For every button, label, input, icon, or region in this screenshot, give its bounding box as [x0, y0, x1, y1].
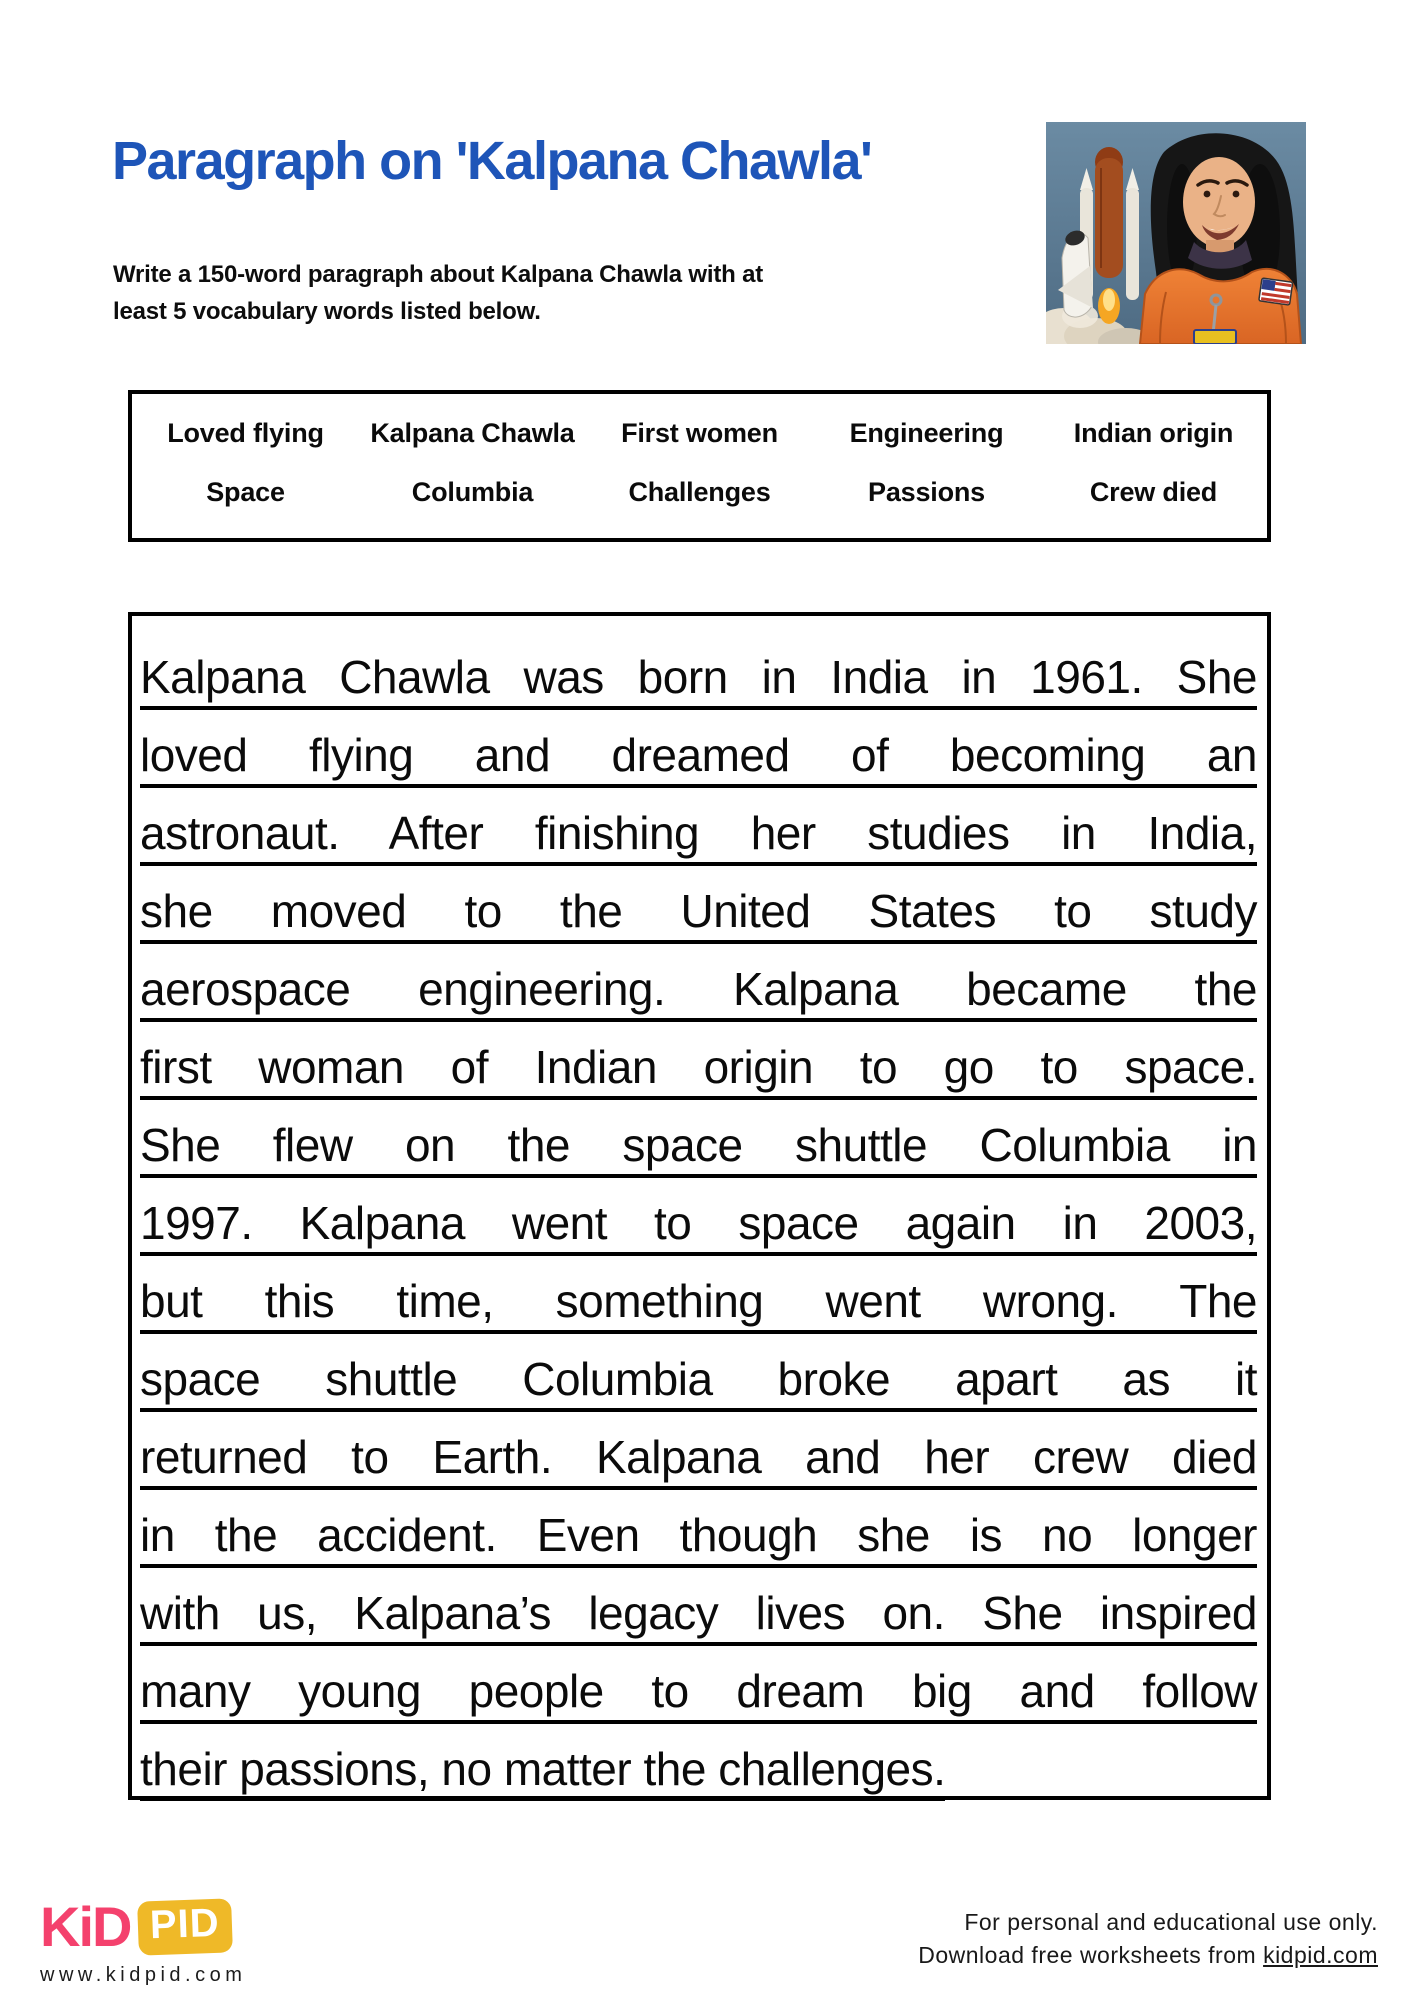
vocab-word: First women	[621, 418, 778, 448]
vocab-word: Columbia	[411, 477, 534, 507]
kidpid-logo	[40, 1894, 246, 1987]
kalpana-portrait	[1140, 133, 1301, 344]
vocab-word: Loved flying	[167, 418, 324, 448]
vocab-word: Indian origin	[1073, 418, 1234, 448]
instructions	[113, 256, 763, 330]
kidpid-link[interactable]: kidpid.com	[1263, 1942, 1378, 1968]
paragraph-line: She flew on the space shuttle Columbia in	[140, 1100, 1257, 1178]
paragraph-line: astronaut. After finishing her studies in India,	[140, 788, 1257, 866]
paragraph-line-text: their passions, no matter the challenges.	[140, 1743, 945, 1801]
astronaut-portrait-graphic	[1046, 122, 1306, 344]
vocab-word: Challenges	[628, 477, 771, 507]
usage-notice-line-1: For personal and educational use only.	[964, 1909, 1378, 1935]
paragraph-line: with us, Kalpana’s legacy lives on. She inspired	[140, 1568, 1257, 1646]
paragraph-line: space shuttle Columbia broke apart as it	[140, 1334, 1257, 1412]
paragraph-line: in the accident. Even though she is no longer	[140, 1490, 1257, 1568]
instructions-line-1: Write a 150-word paragraph about Kalpana Chawla with at	[113, 261, 764, 288]
logo-kid-text: KiD	[40, 1895, 131, 1958]
paragraph-line: 1997. Kalpana went to space again in 2003,	[140, 1178, 1257, 1256]
vocab-word: Crew died	[1089, 477, 1218, 507]
paragraph-line: first woman of Indian origin to go to space.	[140, 1022, 1257, 1100]
paragraph-line	[140, 1724, 1257, 1798]
page-title: Paragraph on 'Kalpana Chawla'	[112, 131, 872, 191]
paragraph-line: she moved to the United States to study	[140, 866, 1257, 944]
paragraph-line: Kalpana Chawla was born in India in 1961. She	[140, 632, 1257, 710]
paragraph-line: returned to Earth. Kalpana and her crew died	[140, 1412, 1257, 1490]
paragraph-line: but this time, something went wrong. The	[140, 1256, 1257, 1334]
paragraph-line: many young people to dream big and follow	[140, 1646, 1257, 1724]
vocab-word: Passions	[868, 477, 985, 507]
us-flag-patch	[1259, 278, 1293, 305]
usage-notice-line-2	[918, 1939, 1378, 1972]
vocab-word: Kalpana Chawla	[370, 418, 575, 448]
vocab-word: Engineering	[849, 418, 1004, 448]
instructions-line-2: least 5 vocabulary words listed below.	[113, 298, 541, 325]
logo-pid-badge: PID	[138, 1898, 234, 1955]
usage-notice-line-2-text: Download free worksheets from	[918, 1942, 1264, 1968]
logo-website-url: www.kidpid.com	[40, 1964, 247, 1986]
paragraph-line: loved flying and dreamed of becoming an	[140, 710, 1257, 788]
vocabulary-box	[128, 390, 1271, 542]
vocab-word: Space	[206, 477, 285, 507]
kalpana-chawla-illustration	[1046, 122, 1306, 344]
usage-notice	[918, 1906, 1378, 1972]
paragraph-answer-box	[128, 612, 1271, 1800]
paragraph-line: aerospace engineering. Kalpana became the	[140, 944, 1257, 1022]
